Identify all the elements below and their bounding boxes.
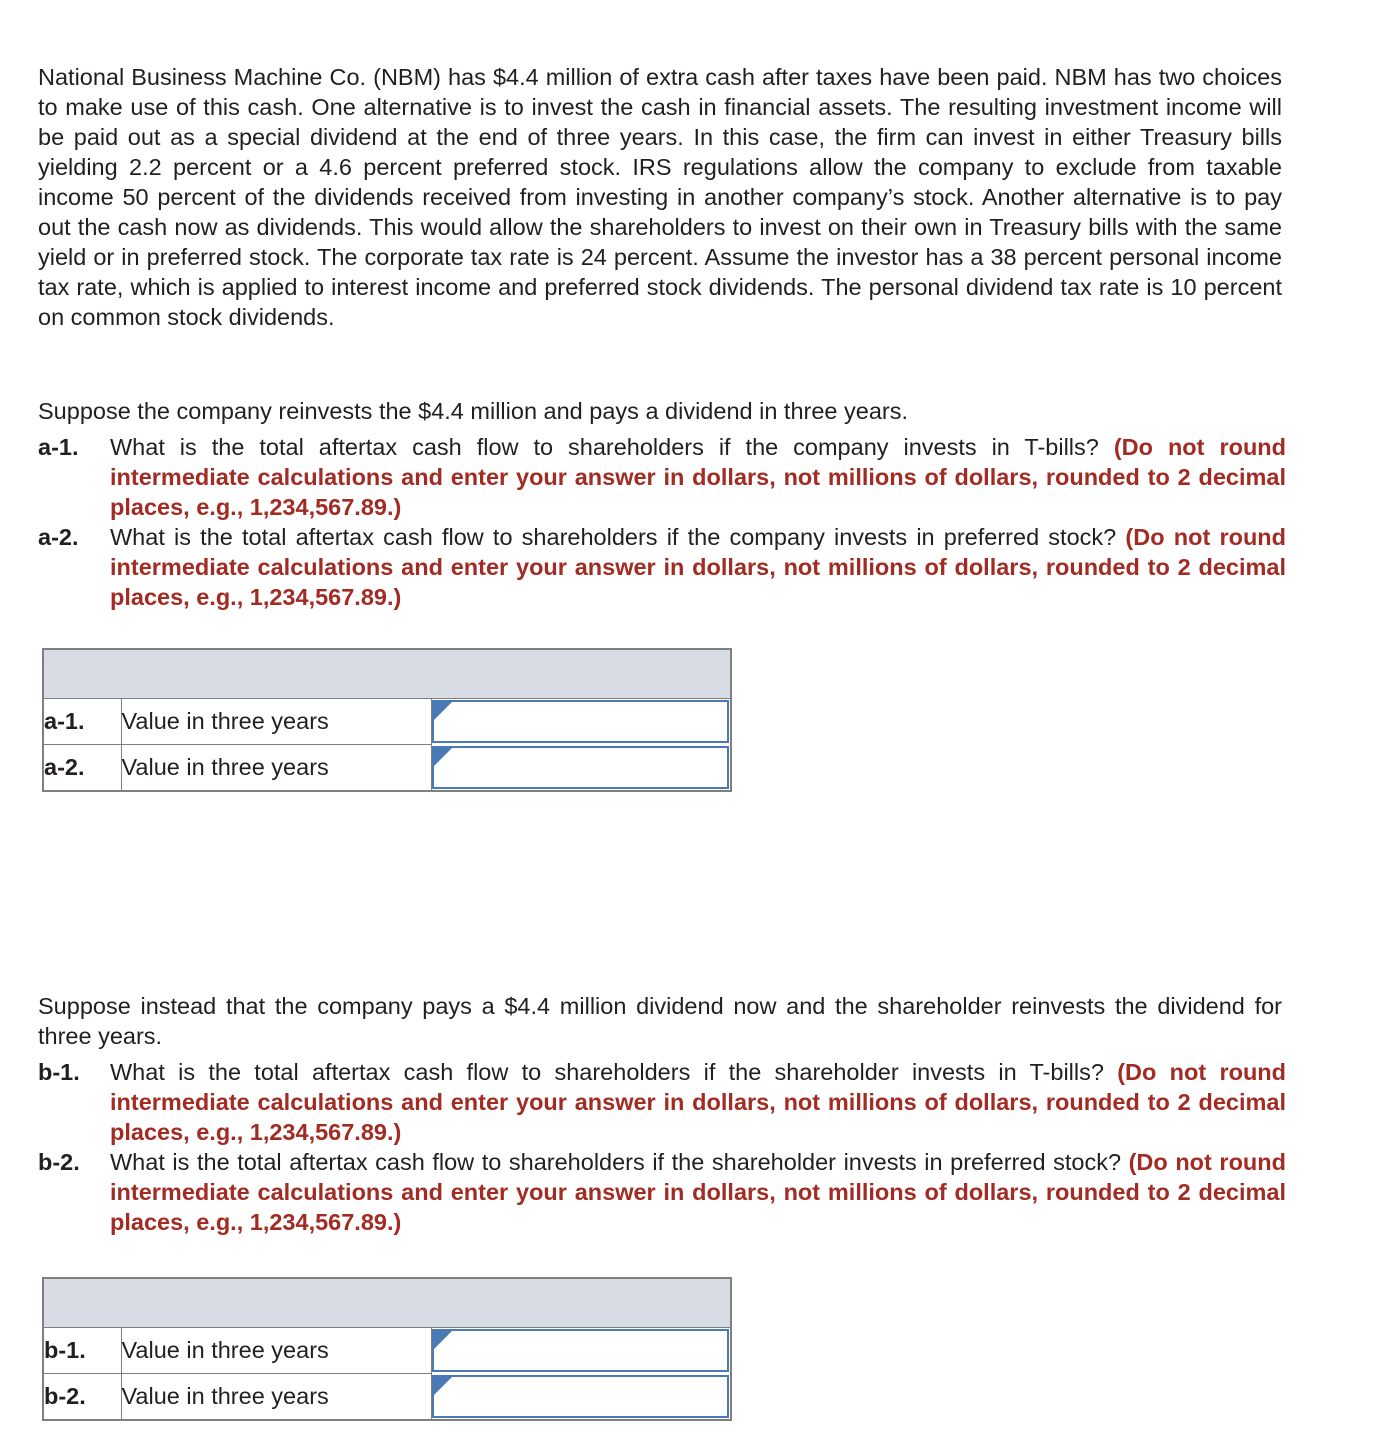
answer-row-b-2-description: Value in three years: [121, 1374, 431, 1421]
question-b-1-text: What is the total aftertax cash flow to shareholders if the shareholder invests in T-bills?: [110, 1059, 1104, 1085]
table-row: [43, 699, 731, 745]
answer-table-b-header-cell: [43, 1278, 731, 1328]
question-b-2-hint: (Do not round intermediate calculations and enter your answer in dollars, not millions of dollars, rounded to 2 decimal places, e.g., 1,234,567.89.): [110, 1149, 1286, 1235]
section-a-lead-text: Suppose the company reinvests the $4.4 million and pays a dividend in three years.: [38, 397, 909, 424]
answer-row-b-1-description: Value in three years: [121, 1328, 431, 1374]
question-b-1-label: b-1.: [38, 1059, 80, 1085]
answer-row-b-2-input-cell[interactable]: [431, 1374, 731, 1421]
question-a-1-hint: (Do not round intermediate calculations and enter your answer in dollars, not millions of dollars, rounded to 2 decimal places, e.g., 1,234,567.89.): [110, 434, 1287, 520]
question-a-1-text: What is the total aftertax cash flow to shareholders if the company invests in T-bills?: [110, 434, 1099, 460]
answer-row-a-1-input-cell[interactable]: [431, 699, 731, 745]
table-row: [43, 745, 731, 792]
section-a-question-list: [38, 432, 1286, 612]
answer-row-a-2-description: Value in three years: [121, 745, 431, 792]
answer-table-b-header-row: [43, 1278, 731, 1328]
answer-input-a-2[interactable]: [456, 748, 726, 787]
question-b-1-hint: (Do not round intermediate calculations and enter your answer in dollars, not millions of dollars, rounded to 2 decimal places, e.g., 1,234,567.89.): [110, 1059, 1287, 1145]
question-a-1: [38, 432, 1286, 522]
question-a-2-body: [110, 522, 1286, 612]
table-row: [43, 1374, 731, 1421]
answer-row-b-1-label: b-1.: [43, 1328, 121, 1374]
table-row: [43, 1328, 731, 1374]
answer-table-b: [42, 1277, 732, 1421]
question-b-1-body: [110, 1057, 1286, 1147]
question-b-1: [38, 1057, 1286, 1147]
question-b-2-body: [110, 1147, 1286, 1237]
answer-table-a-header-row: [43, 649, 731, 699]
answer-row-b-2-label: b-2.: [43, 1374, 121, 1421]
answer-table-a: [42, 648, 732, 792]
question-b-2-text: What is the total aftertax cash flow to shareholders if the shareholder invests in preferred stock?: [110, 1149, 1122, 1175]
question-a-2-label: a-2.: [38, 524, 79, 550]
answer-field-b-1-wrapper[interactable]: [432, 1329, 730, 1372]
answer-table-a-header-cell: [43, 649, 731, 699]
answer-field-a-1-wrapper[interactable]: [432, 700, 730, 743]
answer-field-b-2-wrapper[interactable]: [432, 1375, 730, 1418]
question-a-2-text: What is the total aftertax cash flow to shareholders if the company invests in preferred stock?: [110, 524, 1117, 550]
answer-input-a-1[interactable]: [456, 702, 726, 741]
answer-row-a-2-input-cell[interactable]: [431, 745, 731, 792]
question-a-2: [38, 522, 1286, 612]
answer-row-b-1-input-cell[interactable]: [431, 1328, 731, 1374]
answer-field-a-2-wrapper[interactable]: [432, 746, 730, 789]
question-b-2: [38, 1147, 1286, 1237]
answer-row-a-1-description: Value in three years: [121, 699, 431, 745]
section-b-lead-text: Suppose instead that the company pays a $4.4 million dividend now and the shareholder reinvests the dividend for three years.: [38, 992, 1282, 1049]
intro-paragraph: National Business Machine Co. (NBM) has $4.4 million of extra cash after taxes have been paid. NBM has two choices to make use of this cash. One alternative is to invest the cash in financial assets. The resulting investment income will be paid out as a special dividend at the end of three years. In this case, the firm can invest in either Treasury bills yielding 2.2 percent or a 4.6 percent preferred stock. IRS regulations allow the company to exclude from taxable income 50 percent of the dividends received from investing in another company’s stock. Another alternative is to pay out the cash now as dividends. This would allow the shareholders to invest on their own in Treasury bills with the same yield or in preferred stock. The corporate tax rate is 24 percent. Assume the investor has a 38 percent personal income tax rate, which is applied to interest income and preferred stock dividends. The personal dividend tax rate is 10 percent on common stock dividends.: [38, 63, 1282, 330]
question-a-1-label: a-1.: [38, 434, 79, 460]
question-a-2-hint: (Do not round intermediate calculations and enter your answer in dollars, not millions of dollars, rounded to 2 decimal places, e.g., 1,234,567.89.): [110, 524, 1287, 610]
answer-row-a-2-label: a-2.: [43, 745, 121, 792]
section-b-question-list: [38, 1057, 1286, 1237]
answer-input-b-1[interactable]: [456, 1331, 726, 1370]
answer-row-a-1-label: a-1.: [43, 699, 121, 745]
question-b-2-label: b-2.: [38, 1149, 80, 1175]
answer-input-b-2[interactable]: [456, 1377, 726, 1416]
question-a-1-body: [110, 432, 1286, 522]
